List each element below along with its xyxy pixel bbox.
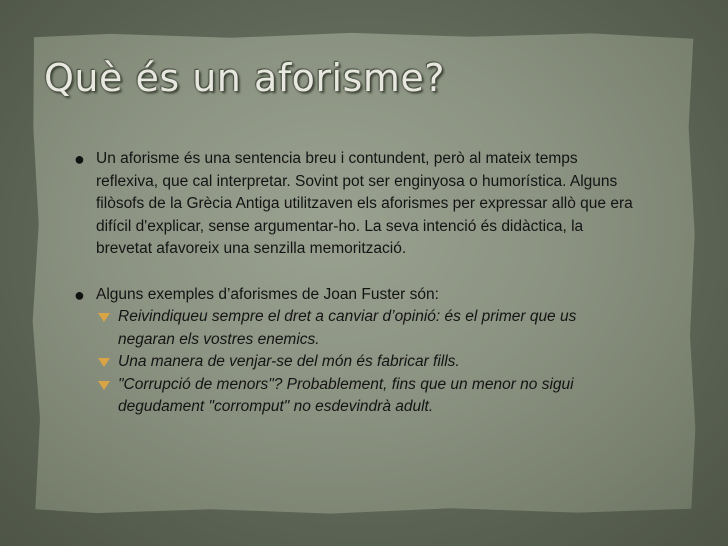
triangle-bullet-icon (98, 381, 110, 390)
definition-text: Un aforisme és una sentencia breu i contundent, però al mateix temps reflexiva, que cal interpretar. Sovint pot ser enginyosa o humorística. Alguns filòsofs de la Grècia Antiga utilitzaven els aforismes per expressar allò que era difícil d'explicar, sense argumentar-ho. La seva intenció és didàctica, la brevetat afavoreix una senzilla memorització. (96, 150, 633, 257)
bullet-item-definition (66, 148, 636, 261)
example-item (96, 351, 636, 374)
slide-content (66, 148, 636, 419)
bullet-item-examples (66, 284, 636, 307)
triangle-bullet-icon (98, 313, 110, 322)
triangle-bullet-icon (98, 358, 110, 367)
example-text: Una manera de venjar-se del món és fabricar fills. (118, 353, 460, 370)
example-item (96, 306, 636, 351)
bullet-dot-icon: ● (74, 149, 85, 169)
example-text: Reivindiqueu sempre el dret a canviar d’opinió: és el primer que us negaran els vostres enemics. (118, 308, 577, 348)
example-text: "Corrupció de menors"? Probablement, fins que un menor no sigui degudament "corromput" no esdevindrà adult. (118, 375, 574, 415)
bullet-dot-icon: ● (74, 284, 85, 305)
slide-title: Què és un aforisme? (44, 56, 445, 100)
example-item (96, 374, 636, 419)
examples-intro-text: Alguns exemples d’aforismes de Joan Fuster són: (96, 285, 439, 303)
examples-list (66, 306, 636, 419)
